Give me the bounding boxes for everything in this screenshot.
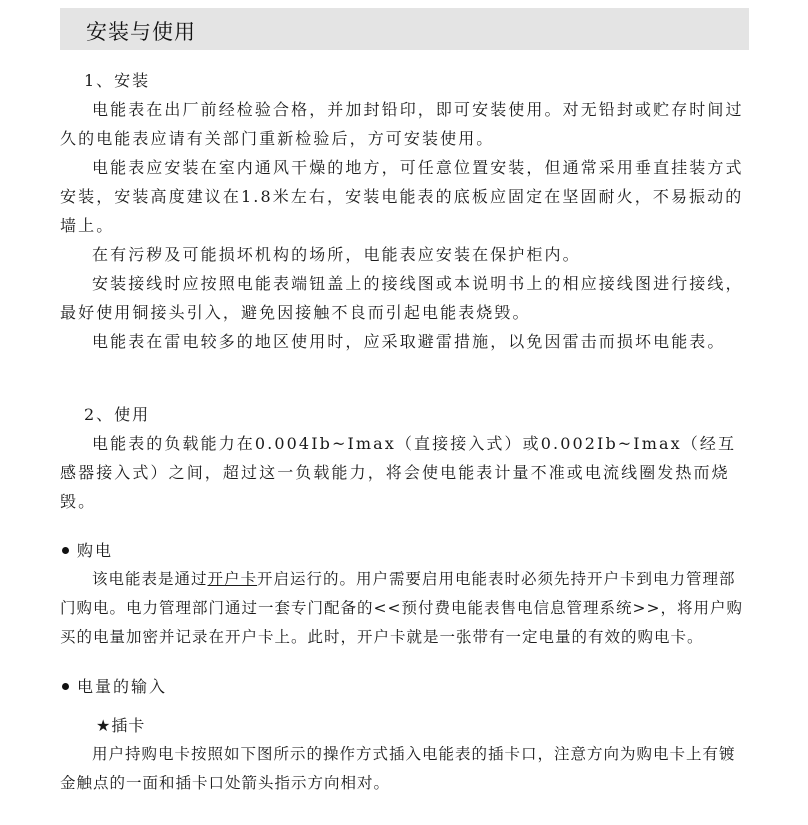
install-heading: 1、安装 <box>84 71 151 90</box>
install-paragraph-3: 在有污秽及可能损坏机构的场所，电能表应安装在保护柜内。 <box>92 245 581 264</box>
install-paragraph-1: 电能表在出厂前经检验合格，并加封铅印，即可安装使用。对无铅封或贮存时间过久的电能表应请有关部门重新检验后，方可安装使用。 <box>60 100 744 148</box>
usage-heading: 2、使用 <box>84 405 151 424</box>
usage-paragraph-1: 电能表的负载能力在0.004Ib~Imax（直接接入式）或0.002Ib~Imax（经互感器接入式）之间，超过这一负载能力，将会使电能表计量不准或电流线圈发热而烧毁。 <box>60 434 737 511</box>
purchase-paragraph <box>60 565 750 652</box>
insert-card-paragraph: 用户持购电卡按照如下图所示的操作方式插入电能表的插卡口，注意方向为购电卡上有镀金触点的一面和插卡口处箭头指示方向相对。 <box>60 745 736 792</box>
purchase-heading: 购电 <box>77 541 114 560</box>
install-paragraph-2: 电能表应安装在室内通风干燥的地方，可任意位置安装，但通常采用垂直挂装方式安装，安装高度建议在1.8米左右，安装电能表的底板应固定在坚固耐火，不易振动的墙上。 <box>60 158 744 235</box>
document-body <box>60 66 750 798</box>
install-paragraph-5: 电能表在雷电较多的地区使用时，应采取避雷措施，以免因雷击而损坏电能表。 <box>92 332 726 351</box>
install-paragraph-4: 安装接线时应按照电能表端钮盖上的接线图或本说明书上的相应接线图进行接线，最好使用铜接头引入，避免因接触不良而引起电能表烧毁。 <box>60 274 744 322</box>
purchase-bullet-row <box>60 536 750 565</box>
open-account-card-term: 开户卡 <box>207 570 258 588</box>
purchase-text-before: 该电能表是通过 <box>92 570 208 588</box>
bullet-icon <box>62 683 69 690</box>
input-bullet-row <box>60 672 750 701</box>
insert-card-heading: ★插卡 <box>96 716 146 735</box>
section-header-bar <box>60 8 749 50</box>
input-heading: 电量的输入 <box>77 677 168 696</box>
section-title: 安装与使用 <box>86 20 196 44</box>
bullet-icon <box>62 547 69 554</box>
purchase-text-after: 开启运行的。用户需要启用电能表时必须先持开户卡到电力管理部门购电。电力管理部门通过一套专门配备的<<预付费电能表售电信息管理系统>>，将用户购买的电量加密并记录在开户卡上。此时，开户卡就是一张带有一定电量的有效的购电卡。 <box>60 570 743 646</box>
